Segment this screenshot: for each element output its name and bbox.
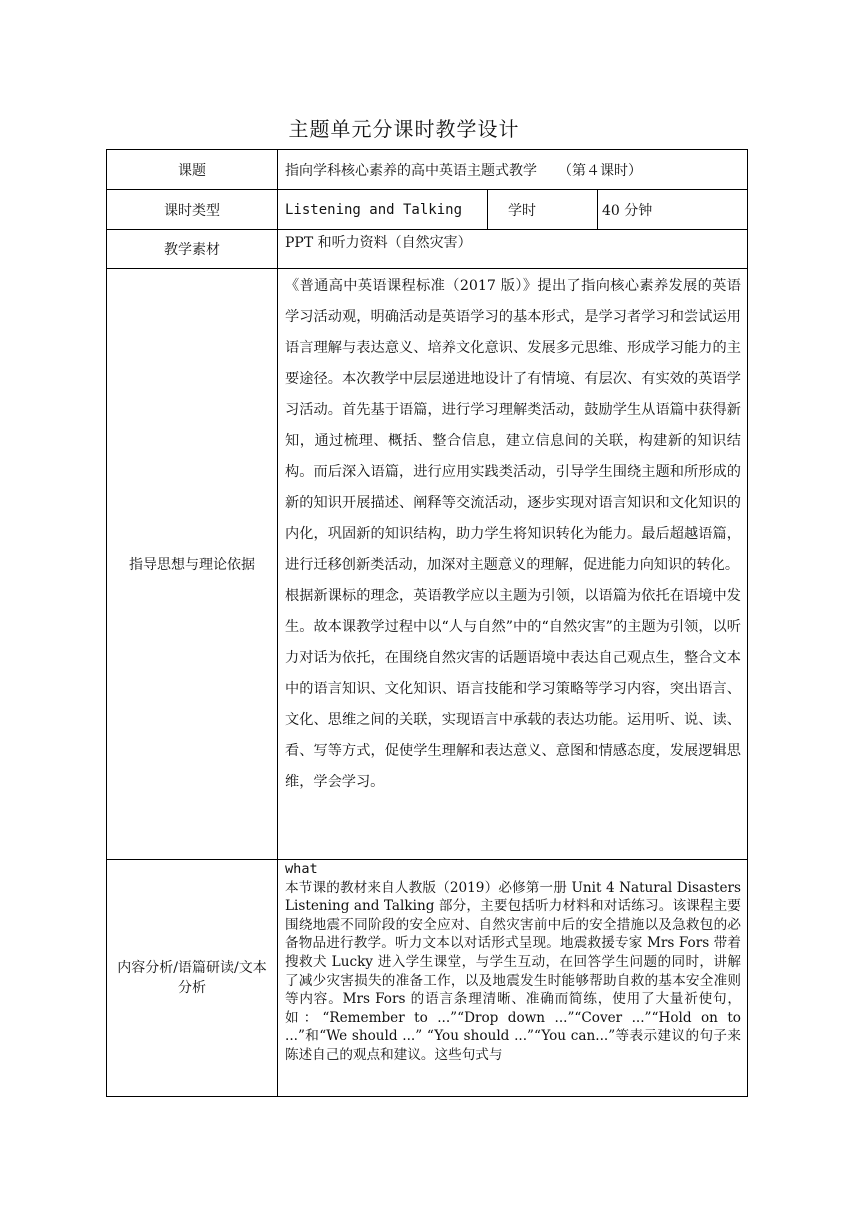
table-row-lesson-type (107, 190, 748, 230)
content-text (278, 860, 748, 1097)
table-row-materials (107, 230, 748, 269)
guiding-paragraph-1: 《普通高中英语课程标准（2017 版）》提出了指向核心素养发展的英语学习活动观，明确活动是英语学习的基本形式，是学习者学习和尝试运用语言理解与表达意义、培养文化意识、发展多元思维、形成学习能力的主要途径。本次教学中层层递进地设计了有情境、有层次、有实效的英语学习活动。首先基于语篇，进行学习理解类活动，鼓励学生从语篇中获得新知，通过梳理、概括、整合信息，建立信息间的关联，构建新的知识结构。而后深入语篇，进行应用实践类活动，引导学生围绕主题和所形成的新的知识开展描述、阐释等交流活动，逐步实现对语言知识和文化知识的内化，巩固新的知识结构，助力学生将知识转化为能力。最后超越语篇，进行迁移创新类活动，加深对主题意义的理解，促进能力向知识的转化。 (285, 278, 741, 573)
guiding-label: 指导思想与理论依据 (107, 269, 278, 860)
guiding-text (278, 269, 748, 860)
lesson-type-label: 课时类型 (107, 190, 278, 230)
guiding-paragraph-2: 根据新课标的理念，英语教学应以主题为引领，以语篇为依托在语境中发生。故本课教学过程中以“人与自然”中的“自然灾害”的主题为引领，以听力对话为依托，在围绕自然灾害的话题语境中表达自己观点生，整合文本中的语言知识、文化知识、语言技能和学习策略等学习内容，突出语言、文化、思维之间的关联，实现语言中承载的表达功能。运用听、说、读、看、写等方式，促使学生理解和表达意义、意图和情感态度，发展逻辑思维，学会学习。 (285, 588, 741, 790)
table-row-topic (107, 150, 748, 190)
hours-value: 40 分钟 (602, 202, 653, 219)
topic-label: 课题 (107, 150, 278, 190)
topic-value: 指向学科核心素养的高中英语主题式教学 （第４课时） (278, 150, 748, 190)
table-row-guiding (107, 269, 748, 860)
materials-value: PPT 和听力资料（自然灾害） (278, 230, 748, 269)
table-row-content (107, 860, 748, 1097)
content-body: 本节课的教材来自人教版（2019）必修第一册 Unit 4 Natural Disasters Listening and Talking 部分，主要包括听力材料和对话练习。该课程主要围绕地震不同阶段的安全应对、自然灾害前中后的安全措施以及急救包的必备物品进行教学。听力文本以对话形式呈现。地震救援专家 Mrs Fors 带着搜救犬 Lucky 进入学生课堂，与学生互动，在回答学生问题的同时，讲解了减少灾害损失的准备工作，以及地震发生时能够帮助自救的基本安全准则等内容。Mrs Fors 的语言条理清晰、准确而简练，使用了大量祈使句，如：“Remember to ...”“Drop down ...”“Cover ...”“Hold on to ...”和“We should ...” “You should ...”“You can...”等表示建议的句子来陈述自己的观点和建议。这些句式与 (285, 879, 741, 1063)
page-title: 主题单元分课时教学设计 (288, 117, 520, 141)
lesson-type-cell (278, 190, 748, 230)
materials-label: 教学素材 (107, 230, 278, 269)
lesson-design-table (106, 149, 748, 1097)
lesson-type-value: Listening and Talking (278, 190, 488, 229)
content-label: 内容分析/语篇研读/文本分析 (107, 860, 278, 1097)
content-heading: what (285, 861, 318, 877)
hours-label: 学时 (488, 190, 598, 229)
